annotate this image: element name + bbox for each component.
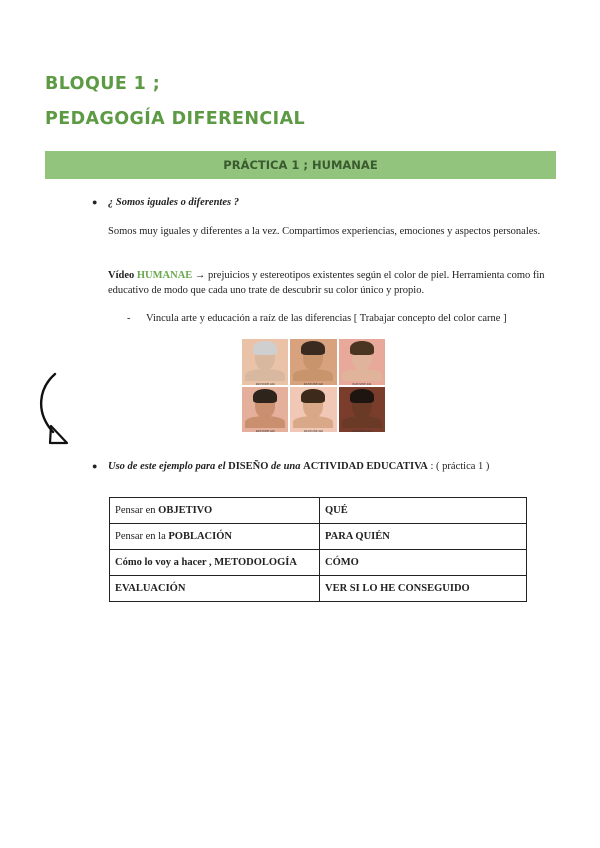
video-description: prejuicios y estereotipos existentes según el color de piel. Herramienta como fin educativo de modo que cada uno trate de descubrir su color único y propio. [108, 270, 545, 296]
pantone-code: PANTONE ### [255, 429, 275, 432]
portrait-hair [301, 341, 325, 355]
pantone-code: PANTONE ### [304, 381, 323, 385]
table-row [110, 524, 527, 550]
table-row [110, 550, 527, 576]
activity-prefix: Uso de este ejemplo para el [108, 461, 226, 472]
portrait-shoulders [342, 369, 382, 381]
table-cell-right: CÓMO [320, 550, 527, 576]
cell-bold: OBJETIVO [158, 505, 213, 516]
table-cell-right: PARA QUIÉN [320, 524, 527, 550]
table-cell-right: VER SI LO HE CONSEGUIDO [320, 576, 527, 602]
portrait-photo [242, 387, 288, 433]
cell-prefix: Pensar en [115, 505, 156, 516]
pantone-code: PANTONE ### [352, 381, 372, 385]
pantone-code: PANTONE ### [255, 381, 275, 385]
paragraph-intro: Somos muy iguales y diferentes a la vez. Compartimos experiencias, emociones y aspectos personales. [108, 226, 541, 237]
video-paragraph [108, 268, 560, 298]
activity-heading [108, 461, 489, 472]
table-cell-left [110, 498, 320, 524]
bullet-2: ● [92, 461, 98, 471]
portrait-photo [290, 387, 336, 433]
portrait-photo [290, 339, 336, 385]
table-row [110, 576, 527, 602]
practice-banner [45, 151, 556, 179]
portrait-hair [253, 341, 277, 355]
arrow-glyph: → [194, 270, 206, 281]
activity-mid: de una [271, 461, 301, 472]
portrait-photo [339, 339, 385, 385]
activity-educativa: ACTIVIDAD EDUCATIVA [303, 461, 428, 472]
cell-prefix: Pensar en la [115, 531, 166, 542]
table-row [110, 498, 527, 524]
table-cell-left: EVALUACIÓN [110, 576, 320, 602]
portrait-hair [301, 389, 325, 403]
table-cell-right: QUÉ [320, 498, 527, 524]
video-name: HUMANAE [136, 270, 193, 281]
portrait-shoulders [342, 416, 382, 428]
portrait-shoulders [293, 369, 333, 381]
table-cell-left [110, 524, 320, 550]
portrait-hair [350, 341, 374, 355]
bullet-1: ● [92, 197, 98, 207]
portrait-photo [339, 387, 385, 433]
title-pedagogia: PEDAGOGÍA DIFERENCIAL [45, 109, 306, 129]
pantone-code: PANTONE ### [352, 429, 372, 432]
subpoint-text: Vincula arte y educación a raíz de las diferencias [ Trabajar concepto del color carne ] [146, 313, 507, 324]
portrait-hair [253, 389, 277, 403]
activity-suffix: : ( práctica 1 ) [430, 461, 490, 472]
portrait-shoulders [245, 369, 285, 381]
table-cell-left: Cómo lo voy a hacer , METODOLOGÍA [110, 550, 320, 576]
portrait-photo [242, 339, 288, 385]
portrait-shoulders [293, 416, 333, 428]
activity-design-table [109, 497, 527, 602]
portrait-shoulders [245, 416, 285, 428]
cell-bold: POBLACIÓN [168, 531, 232, 542]
activity-design: DISEÑO [228, 461, 269, 472]
video-label: Vídeo [108, 270, 135, 281]
dash-marker: - [127, 313, 131, 324]
question-heading: ¿ Somos iguales o diferentes ? [108, 197, 239, 208]
banner-label: PRÁCTICA 1 ; HUMANAE [223, 158, 378, 172]
pantone-code: PANTONE ### [304, 429, 323, 432]
portrait-hair [350, 389, 374, 403]
curved-arrow-icon [33, 370, 75, 448]
title-bloque: BLOQUE 1 ; [45, 74, 161, 94]
humanae-photo-grid [242, 339, 385, 432]
